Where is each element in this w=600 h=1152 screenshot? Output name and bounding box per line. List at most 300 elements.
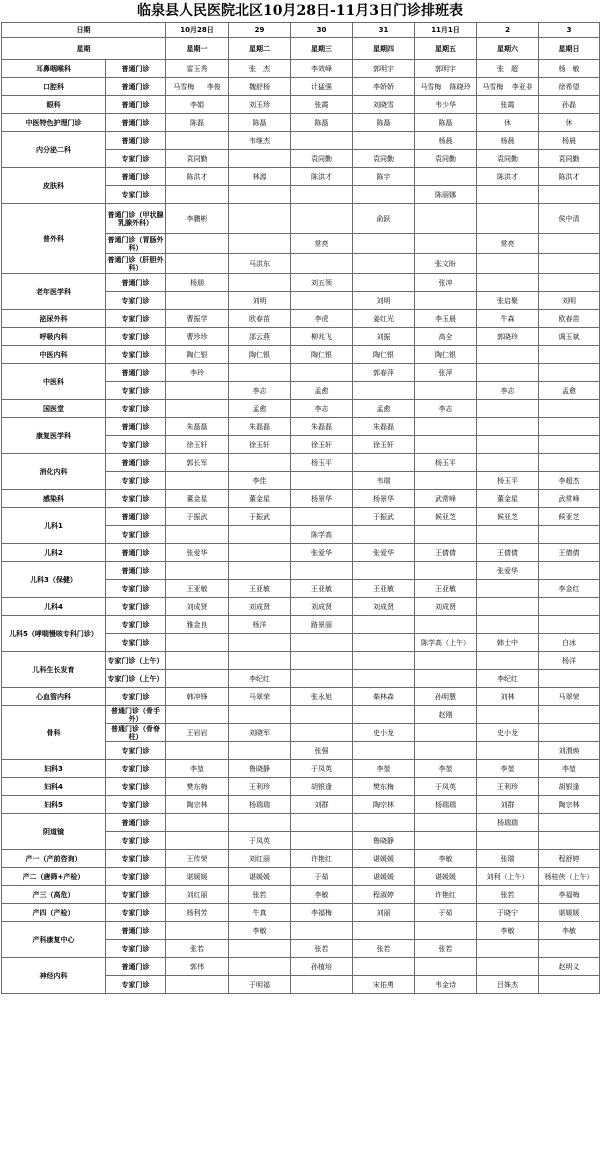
schedule-row [2,60,600,78]
doctor-cell [415,418,477,436]
doctor-cell [291,364,353,382]
doctor-cell [477,832,539,850]
doctor-cell: 程淑婷 [353,886,415,904]
doctor-cell: 雷玉秀 [166,60,229,78]
doctor-cell: 陈磊 [353,114,415,132]
doctor-cell: 张若 [229,886,291,904]
doctor-cell: 王倩倩 [477,544,539,562]
doctor-cell: 李福梅 [291,904,353,922]
doctor-cell: 牛森 [477,310,539,328]
doctor-cell [291,634,353,652]
department-cell: 普外科 [2,204,106,274]
doctor-cell: 李玉晨 [415,310,477,328]
schedule-row [2,778,600,796]
clinic-type-cell: 专家门诊 [106,346,166,364]
doctor-cell: 候亚芝 [415,508,477,526]
schedule-row [2,958,600,976]
doctor-cell [415,292,477,310]
doctor-cell [415,436,477,454]
doctor-cell [291,976,353,994]
doctor-cell: 李堃 [166,760,229,778]
department-cell: 妇科5 [2,796,106,814]
doctor-cell [166,78,229,96]
doctor-cell [353,254,415,274]
department-cell: 妇科4 [2,778,106,796]
doctor-cell: 刘振 [353,328,415,346]
doctor-cell: 魏舒杨 [229,78,291,96]
department-cell: 感染科 [2,490,106,508]
doctor-cell: 陈磊 [415,114,477,132]
clinic-type-cell: 普通门诊 [106,168,166,186]
doctor-cell [353,186,415,204]
doctor-cell: 韦少华 [415,96,477,114]
doctor-cell: 董金星 [166,490,229,508]
department-cell: 儿科1 [2,508,106,544]
doctor-cell: 陶仁银 [166,346,229,364]
doctor-cell: 陈磊 [291,114,353,132]
doctor-cell: 张冲 [415,274,477,292]
doctor-cell [229,274,291,292]
doctor-cell: 张瑞 [477,850,539,868]
doctor-cell: 张爱华 [291,544,353,562]
clinic-type-cell: 专家门诊 [106,796,166,814]
doctor-cell: 陈洪才 [166,168,229,186]
clinic-type-cell: 专家门诊 [106,868,166,886]
clinic-type-cell: 专家门诊 [106,850,166,868]
schedule-row [2,922,600,940]
doctor-cell: 徐希望 [539,78,600,96]
doctor-cell: 李敏 [415,850,477,868]
doctor-cell: 袁同勤 [477,150,539,168]
clinic-type-cell: 普通门诊 [106,132,166,150]
doctor-cell: 杨瑞瑞 [477,814,539,832]
schedule-row [2,274,600,292]
doctor-cell [291,724,353,742]
doctor-cell [229,652,291,670]
doctor-cell [539,346,600,364]
doctor-cell: 孟愈 [229,400,291,418]
doctor-cell [353,814,415,832]
doctor-cell: 马翠荣 [539,688,600,706]
doctor-cell: 陶宗林 [539,796,600,814]
doctor-cell [229,814,291,832]
weekday-cell: 星期三 [291,38,353,60]
schedule-row [2,400,600,418]
clinic-type-cell: 普通门诊 [106,364,166,382]
department-cell: 儿科3（保健） [2,562,106,598]
doctor-cell: 杨景华 [291,490,353,508]
doctor-cell: 李志 [229,382,291,400]
doctor-cell [229,204,291,234]
doctor-cell: 于茹 [291,868,353,886]
department-cell: 产科康复中心 [2,922,106,958]
doctor-cell: 赵刚 [415,706,477,724]
weekday-cell: 星期日 [539,38,600,60]
clinic-type-cell: 专家门诊 [106,150,166,168]
doctor-cell: 史小龙 [477,724,539,742]
doctor-cell: 谌媛媛 [539,904,600,922]
doctor-cell [166,742,229,760]
doctor-cell [477,78,539,96]
doctor-cell: 姜红光 [353,310,415,328]
clinic-type-cell: 专家门诊 [106,490,166,508]
doctor-cell: 张萍 [415,364,477,382]
doctor-cell [229,940,291,958]
schedule-row [2,310,600,328]
doctor-cell [415,652,477,670]
schedule-row [2,114,600,132]
clinic-type-cell: 普通门诊 [106,96,166,114]
department-cell: 产三（高危） [2,886,106,904]
schedule-row [2,328,600,346]
doctor-cell: 张若 [166,940,229,958]
doctor-cell: 李玲 [166,364,229,382]
doctor-cell: 杨晨 [415,132,477,150]
department-cell: 中医内科 [2,346,106,364]
doctor-cell [166,922,229,940]
schedule-row [2,868,600,886]
doctor-cell: 杨 敏 [539,60,600,78]
doctor-cell: 陶仁银 [415,346,477,364]
doctor-cell: 杨玉平 [415,454,477,472]
clinic-type-cell: 专家门诊 [106,598,166,616]
doctor-pair [478,83,537,91]
doctor-name: 陈晓玲 [449,82,471,91]
date-header-row [2,23,600,38]
doctor-cell: 樊东梅 [353,778,415,796]
doctor-cell: 杨景华 [353,490,415,508]
doctor-cell [166,472,229,490]
doctor-cell: 刘晓军 [229,724,291,742]
doctor-cell: 张若 [477,886,539,904]
doctor-cell [539,400,600,418]
doctor-cell: 马洪东 [229,254,291,274]
schedule-row [2,168,600,186]
doctor-cell: 李娇娇 [353,78,415,96]
schedule-row [2,886,600,904]
doctor-cell: 欧春苗 [229,310,291,328]
doctor-cell: 陈学高（上午） [415,634,477,652]
weekday-header-row [2,38,600,60]
doctor-cell: 韦金诗 [415,976,477,994]
doctor-cell [291,562,353,580]
doctor-cell [477,274,539,292]
doctor-cell: 于茹 [415,904,477,922]
doctor-cell: 计猛强 [291,78,353,96]
clinic-type-cell: 普通门诊（甲状腺乳腺外科） [106,204,166,234]
doctor-cell: 路景丽 [291,616,353,634]
doctor-cell: 杨桂侠（上午） [539,868,600,886]
clinic-type-cell: 专家门诊 [106,292,166,310]
doctor-cell: 李堃 [353,760,415,778]
doctor-name: 马雪梅 [482,82,504,91]
doctor-cell: 杨瑞瑞 [415,796,477,814]
doctor-cell: 杨洋 [229,616,291,634]
doctor-cell: 袁同勤 [166,150,229,168]
clinic-type-cell: 普通门诊 [106,562,166,580]
schedule-row [2,454,600,472]
doctor-cell [353,526,415,544]
clinic-type-cell: 专家门诊 [106,634,166,652]
doctor-cell [229,706,291,724]
clinic-type-cell: 专家门诊 [106,886,166,904]
doctor-cell: 刘群 [291,796,353,814]
clinic-type-cell: 普通门诊 [106,454,166,472]
doctor-cell [415,724,477,742]
department-cell: 眼科 [2,96,106,114]
doctor-pair [167,83,227,91]
doctor-cell: 宋佑勇 [353,976,415,994]
doctor-cell: 李娟 [166,96,229,114]
department-cell: 中医特色护理门诊 [2,114,106,132]
doctor-cell [477,526,539,544]
doctor-cell: 孙明慧 [415,688,477,706]
doctor-cell: 李志 [415,400,477,418]
date-cell: 31 [353,23,415,38]
clinic-type-cell: 专家门诊 [106,580,166,598]
doctor-cell: 徐玉轩 [229,436,291,454]
doctor-cell: 陈洪才 [539,168,600,186]
doctor-cell [166,526,229,544]
doctor-cell [415,832,477,850]
doctor-cell [166,706,229,724]
doctor-cell [477,580,539,598]
doctor-cell: 陈洪才 [477,168,539,186]
doctor-cell [166,132,229,150]
doctor-cell [166,254,229,274]
doctor-cell: 林源 [229,168,291,186]
doctor-cell [229,454,291,472]
doctor-cell: 谌媛媛 [353,850,415,868]
doctor-cell: 杨玉平 [291,454,353,472]
clinic-type-cell: 普通门诊 [106,114,166,132]
doctor-cell: 刘明 [229,292,291,310]
doctor-cell: 刘丽 [353,904,415,922]
doctor-cell [539,706,600,724]
doctor-cell: 柴林森 [353,688,415,706]
doctor-cell [229,634,291,652]
clinic-type-cell: 普通门诊（肝胆外科） [107,255,164,272]
doctor-cell: 陈丽娜 [415,186,477,204]
schedule-row [2,364,600,382]
doctor-cell [291,922,353,940]
doctor-cell: 许艳红 [291,850,353,868]
doctor-cell: 王亚敏 [229,580,291,598]
doctor-cell: 李效峰 [291,60,353,78]
department-cell: 儿科4 [2,598,106,616]
doctor-cell: 胡银逢 [291,778,353,796]
doctor-cell [415,814,477,832]
doctor-cell: 陶仁银 [229,346,291,364]
doctor-cell: 陈学高 [291,526,353,544]
doctor-cell [353,706,415,724]
doctor-cell [353,652,415,670]
doctor-cell: 刘玉珍 [229,96,291,114]
doctor-cell: 袁同勤 [539,150,600,168]
doctor-cell: 张强 [291,742,353,760]
doctor-cell: 陈磊 [166,114,229,132]
doctor-cell: 刘红丽 [166,886,229,904]
doctor-cell: 袁同勤 [353,150,415,168]
doctor-cell [166,234,229,254]
doctor-cell [166,186,229,204]
doctor-cell: 刘晓雪 [353,96,415,114]
doctor-cell: 陈洪才 [291,168,353,186]
doctor-cell [477,346,539,364]
doctor-cell [539,940,600,958]
doctor-cell: 郭伟 [166,958,229,976]
doctor-cell: 徐玉轩 [166,436,229,454]
doctor-cell: 王岩岩 [166,724,229,742]
clinic-type-cell: 专家门诊（上午） [106,652,166,670]
doctor-cell: 刘红丽 [229,850,291,868]
schedule-row [2,796,600,814]
doctor-cell [291,204,353,234]
doctor-cell [477,254,539,274]
doctor-cell: 谌媛媛 [166,868,229,886]
doctor-cell [415,670,477,688]
doctor-cell: 鲁晓静 [353,832,415,850]
doctor-cell [166,400,229,418]
doctor-cell: 侯中清 [539,204,600,234]
doctor-cell: 刘成贤 [229,598,291,616]
schedule-row [2,706,600,724]
doctor-cell [539,526,600,544]
doctor-cell: 于凤英 [229,832,291,850]
page-title: 临泉县人民医院北区10月28日-11月3日门诊排班表 [137,3,463,19]
weekday-cell: 星期二 [229,38,291,60]
doctor-cell [477,598,539,616]
clinic-type-cell: 专家门诊 [106,940,166,958]
doctor-cell [166,634,229,652]
clinic-type-cell: 普通门诊（骨脊柱） [106,724,166,742]
doctor-cell [477,418,539,436]
doctor-cell: 王倩倩 [539,544,600,562]
clinic-type-cell: 专家门诊 [106,400,166,418]
doctor-cell [477,400,539,418]
doctor-cell: 陶宗林 [353,796,415,814]
clinic-type-cell: 专家门诊 [106,436,166,454]
doctor-cell: 张爱华 [166,544,229,562]
doctor-cell: 李纪红 [477,670,539,688]
clinic-type-cell: 专家门诊 [106,742,166,760]
doctor-cell: 史小龙 [353,724,415,742]
doctor-cell [229,364,291,382]
doctor-cell: 袁同勤 [415,150,477,168]
schedule-row [2,598,600,616]
department-cell: 康复医学科 [2,418,106,454]
doctor-cell: 曹振学 [166,310,229,328]
department-cell: 消化内科 [2,454,106,490]
doctor-cell: 高全 [415,328,477,346]
doctor-cell: 李堃 [477,760,539,778]
clinic-type-cell: 普通门诊 [106,508,166,526]
schedule-table [1,22,600,994]
doctor-cell: 张霞 [291,96,353,114]
doctor-cell: 郭春萍 [353,364,415,382]
doctor-cell: 李虎 [291,310,353,328]
doctor-cell: 马翠荣 [229,688,291,706]
doctor-cell: 胡银逢 [539,778,600,796]
doctor-cell [229,544,291,562]
doctor-cell: 王利珍 [229,778,291,796]
doctor-cell: 李志 [291,400,353,418]
doctor-cell: 陶宗林 [166,796,229,814]
doctor-cell: 李堃 [539,760,600,778]
doctor-cell [539,436,600,454]
department-cell: 儿科5（哮喘慢咳专科门诊） [2,616,106,652]
doctor-cell: 张永旭 [291,688,353,706]
department-cell: 儿科2 [2,544,106,562]
weekday-cell: 星期五 [415,38,477,60]
doctor-cell: 郭明宇 [353,60,415,78]
doctor-cell: 武常峰 [415,490,477,508]
doctor-cell [539,364,600,382]
doctor-cell [166,976,229,994]
doctor-cell: 韩冲锋 [166,688,229,706]
doctor-name: 马雪梅 [173,82,195,91]
doctor-cell [477,204,539,234]
doctor-cell [353,742,415,760]
doctor-cell [539,418,600,436]
doctor-cell: 孟愈 [291,382,353,400]
doctor-cell: 王亚敏 [415,580,477,598]
doctor-cell: 张若 [353,940,415,958]
doctor-cell [229,958,291,976]
doctor-cell: 许艳红 [415,886,477,904]
doctor-cell [539,832,600,850]
weekday-cell: 星期六 [477,38,539,60]
doctor-cell: 曹珍珍 [166,328,229,346]
doctor-cell: 牛真 [229,904,291,922]
schedule-row [2,418,600,436]
doctor-cell: 张霞 [477,96,539,114]
schedule-row [2,814,600,832]
department-cell: 国医堂 [2,400,106,418]
department-cell: 内分泌二科 [2,132,106,168]
doctor-cell: 白冰 [539,634,600,652]
doctor-cell [353,922,415,940]
doctor-cell [415,922,477,940]
doctor-cell [353,562,415,580]
doctor-cell [291,254,353,274]
doctor-cell: 刘五领 [291,274,353,292]
doctor-cell: 雅金良 [166,616,229,634]
doctor-cell: 李敏 [291,886,353,904]
schedule-row [2,688,600,706]
doctor-cell: 鲁晓静 [229,760,291,778]
doctor-cell: 王利珍 [477,778,539,796]
doctor-cell: 刘渭焕 [539,742,600,760]
date-cell: 3 [539,23,600,38]
doctor-cell: 韩士中 [477,634,539,652]
doctor-cell: 杨玉平 [477,472,539,490]
doctor-cell: 张若 [291,940,353,958]
doctor-cell [415,204,477,234]
doctor-cell: 候亚芝 [477,508,539,526]
clinic-type-cell: 专家门诊 [106,328,166,346]
doctor-cell: 孙植培 [291,958,353,976]
doctor-cell [166,562,229,580]
doctor-name: 李俊 [206,82,221,91]
doctor-cell: 李金红 [539,580,600,598]
doctor-cell: 刘成贤 [353,598,415,616]
doctor-cell: 朱磊磊 [166,418,229,436]
doctor-cell: 袁同勤 [291,150,353,168]
doctor-cell: 吕姝杰 [477,976,539,994]
doctor-cell: 刘林 [477,688,539,706]
doctor-cell: 李敏 [477,922,539,940]
